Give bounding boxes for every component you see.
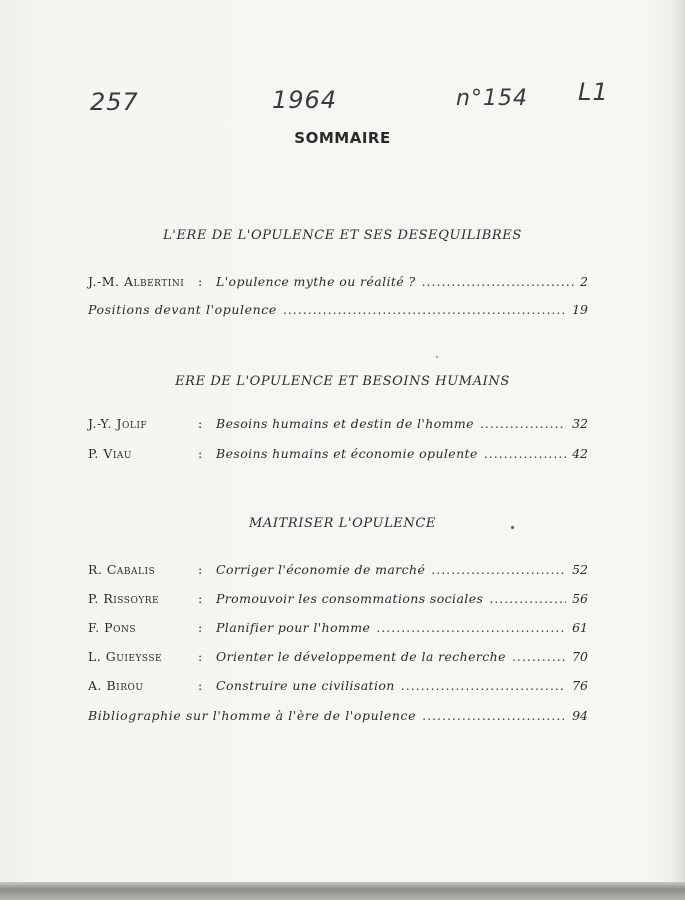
entry-title: Orienter le développement de la recherche	[216, 649, 506, 664]
toc-entry	[88, 274, 588, 292]
entry-title: Corriger l'économie de marché	[216, 562, 426, 577]
handwritten-note: 257	[90, 88, 139, 116]
entry-title: Planifier pour l'homme	[216, 620, 371, 635]
section-heading: MAITRISER L'OPULENCE	[248, 516, 437, 531]
dot-leader	[480, 416, 566, 431]
separator: :	[198, 591, 203, 606]
dot-leader	[376, 620, 566, 635]
handwritten-note: n°154	[456, 86, 528, 111]
dot-leader	[512, 649, 566, 664]
separator: :	[198, 562, 203, 577]
entry-author: P. Rissoyre	[88, 591, 160, 606]
separator: :	[198, 649, 203, 664]
entry-title: L'opulence mythe ou réalité ?	[216, 274, 416, 289]
separator: :	[198, 620, 203, 635]
entry-title: Besoins humains et destin de l'homme	[216, 416, 474, 431]
entry-author: J.-M. Albertini	[88, 274, 185, 289]
dot-leader	[283, 302, 566, 317]
page-title: SOMMAIRE	[294, 129, 391, 147]
entry-page: 2	[580, 274, 588, 289]
separator: :	[198, 416, 203, 431]
entry-page: 32	[572, 416, 588, 431]
entry-title: Promouvoir les consommations sociales	[216, 591, 484, 606]
entry-title: Besoins humains et économie opulente	[216, 446, 478, 461]
section-heading: L'ERE DE L'OPULENCE ET SES DESEQUILIBRES	[163, 228, 522, 243]
entry-page: 76	[572, 678, 588, 693]
entry-title: Construire une civilisation	[216, 678, 395, 693]
toc-entry	[88, 678, 588, 696]
entry-page: 19	[572, 302, 588, 317]
handwritten-note: 1964	[272, 86, 338, 114]
dot-leader	[484, 446, 566, 461]
toc-entry	[88, 446, 588, 464]
separator: :	[198, 446, 203, 461]
entry-author: J.-Y. Jolif	[88, 416, 148, 431]
section-heading: ERE DE L'OPULENCE ET BESOINS HUMAINS	[175, 374, 510, 389]
entry-page: 42	[572, 446, 588, 461]
entry-page: 56	[572, 591, 588, 606]
toc-entry	[88, 708, 588, 726]
dot-leader	[431, 562, 566, 577]
entry-author: F. Pons	[88, 620, 137, 635]
entry-page: 70	[572, 649, 588, 664]
dot-leader	[422, 274, 574, 289]
entry-page: 94	[572, 708, 588, 723]
entry-author: P. Viau	[88, 446, 132, 461]
ink-speck	[511, 526, 514, 529]
dot-leader	[489, 591, 566, 606]
entry-page: 61	[572, 620, 588, 635]
dot-leader	[422, 708, 566, 723]
toc-entry	[88, 620, 588, 638]
entry-page: 52	[572, 562, 588, 577]
entry-author: L. Guieysse	[88, 649, 163, 664]
ink-speck	[436, 356, 438, 358]
entry-title: Positions devant l'opulence	[88, 302, 277, 317]
toc-entry	[88, 416, 588, 434]
separator: :	[198, 678, 203, 693]
toc-entry	[88, 302, 588, 320]
toc-entry	[88, 562, 588, 580]
toc-entry	[88, 649, 588, 667]
entry-author: R. Cabalis	[88, 562, 156, 577]
dot-leader	[401, 678, 566, 693]
separator: :	[198, 274, 203, 289]
entry-title: Bibliographie sur l'homme à l'ère de l'opulence	[88, 708, 417, 723]
toc-entry	[88, 591, 588, 609]
entry-author: A. Birou	[88, 678, 144, 693]
page-bottom-shadow	[0, 882, 685, 900]
handwritten-note: L1	[578, 78, 609, 106]
